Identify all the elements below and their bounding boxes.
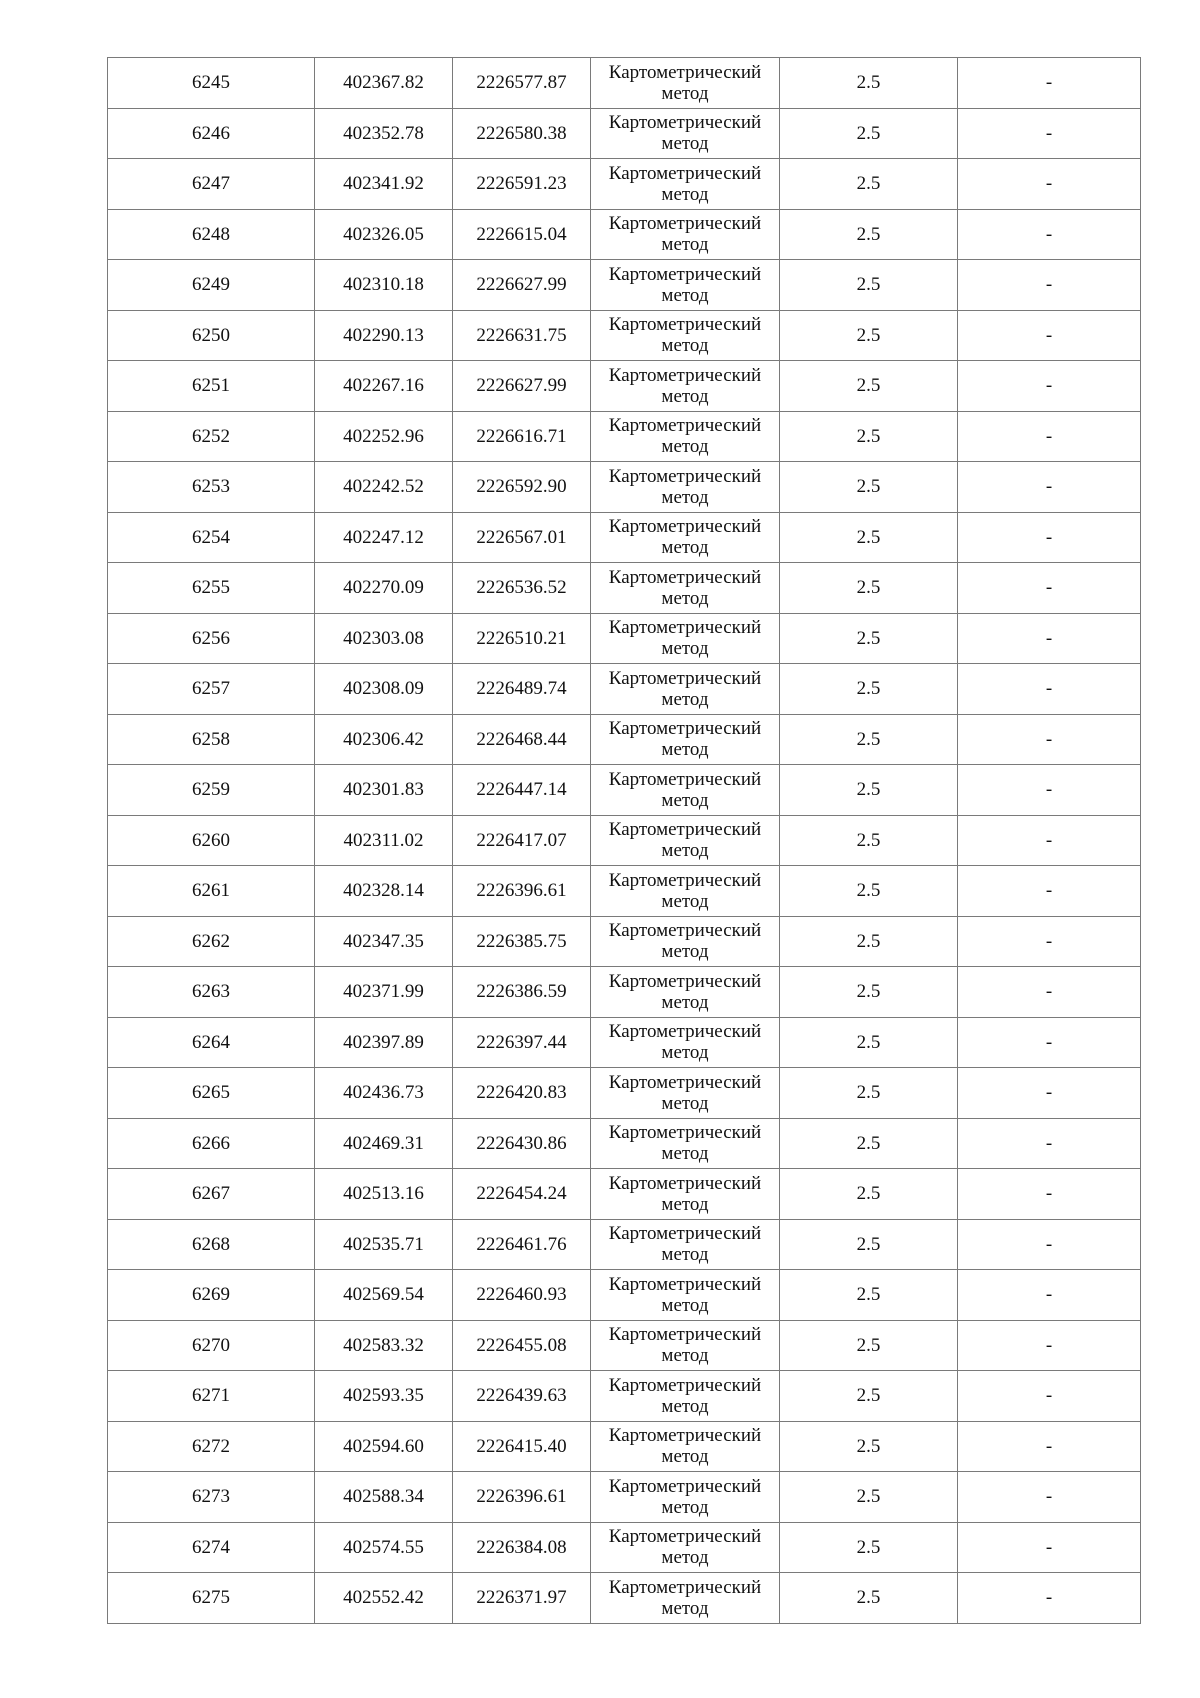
method-cell: [591, 563, 780, 614]
accuracy-cell: 2.5: [780, 1573, 958, 1624]
method-line2: метод: [661, 1597, 709, 1619]
accuracy-cell: 2.5: [780, 462, 958, 513]
method-line1: Картометрический: [608, 1021, 762, 1043]
method-line1: Картометрический: [608, 112, 762, 134]
method-cell: [591, 664, 780, 715]
table-row: [108, 1068, 1141, 1119]
table-row: [108, 563, 1141, 614]
note-cell: -: [958, 361, 1141, 412]
note-cell: -: [958, 967, 1141, 1018]
note-cell: -: [958, 411, 1141, 462]
point-number-cell: 6255: [108, 563, 315, 614]
method-line1: Картометрический: [608, 1324, 762, 1346]
table-row: [108, 815, 1141, 866]
method-cell: [591, 613, 780, 664]
note-cell: -: [958, 1320, 1141, 1371]
x-coordinate-cell: 402535.71: [315, 1219, 453, 1270]
x-coordinate-cell: 402267.16: [315, 361, 453, 412]
method-cell: [591, 916, 780, 967]
method-line2: метод: [661, 789, 709, 811]
accuracy-cell: 2.5: [780, 159, 958, 210]
method-line2: метод: [661, 1547, 709, 1569]
accuracy-cell: 2.5: [780, 411, 958, 462]
table-row: [108, 361, 1141, 412]
method-line2: метод: [661, 840, 709, 862]
note-cell: -: [958, 462, 1141, 513]
y-coordinate-cell: 2226591.23: [453, 159, 591, 210]
table-row: [108, 310, 1141, 361]
accuracy-cell: 2.5: [780, 1522, 958, 1573]
accuracy-cell: 2.5: [780, 563, 958, 614]
method-line1: Картометрический: [608, 1122, 762, 1144]
point-number-cell: 6246: [108, 108, 315, 159]
table-row: [108, 1118, 1141, 1169]
point-number-cell: 6268: [108, 1219, 315, 1270]
table-row: [108, 209, 1141, 260]
method-line1: Картометрический: [608, 819, 762, 841]
table-row: [108, 462, 1141, 513]
table-row: [108, 967, 1141, 1018]
point-number-cell: 6264: [108, 1017, 315, 1068]
point-number-cell: 6258: [108, 714, 315, 765]
method-cell: [591, 411, 780, 462]
y-coordinate-cell: 2226631.75: [453, 310, 591, 361]
coordinates-table: [107, 57, 1141, 1624]
y-coordinate-cell: 2226396.61: [453, 866, 591, 917]
method-line2: метод: [661, 1143, 709, 1165]
x-coordinate-cell: 402252.96: [315, 411, 453, 462]
note-cell: -: [958, 1522, 1141, 1573]
accuracy-cell: 2.5: [780, 512, 958, 563]
accuracy-cell: 2.5: [780, 1169, 958, 1220]
x-coordinate-cell: 402328.14: [315, 866, 453, 917]
point-number-cell: 6256: [108, 613, 315, 664]
method-cell: [591, 209, 780, 260]
accuracy-cell: 2.5: [780, 664, 958, 715]
accuracy-cell: 2.5: [780, 1118, 958, 1169]
method-line1: Картометрический: [608, 465, 762, 487]
method-cell: [591, 512, 780, 563]
method-cell: [591, 58, 780, 109]
y-coordinate-cell: 2226439.63: [453, 1371, 591, 1422]
accuracy-cell: 2.5: [780, 714, 958, 765]
point-number-cell: 6270: [108, 1320, 315, 1371]
accuracy-cell: 2.5: [780, 1320, 958, 1371]
x-coordinate-cell: 402574.55: [315, 1522, 453, 1573]
note-cell: -: [958, 613, 1141, 664]
accuracy-cell: 2.5: [780, 1270, 958, 1321]
method-line1: Картометрический: [608, 667, 762, 689]
method-cell: [591, 1118, 780, 1169]
method-line2: метод: [661, 1446, 709, 1468]
y-coordinate-cell: 2226384.08: [453, 1522, 591, 1573]
point-number-cell: 6260: [108, 815, 315, 866]
note-cell: -: [958, 866, 1141, 917]
x-coordinate-cell: 402513.16: [315, 1169, 453, 1220]
y-coordinate-cell: 2226627.99: [453, 361, 591, 412]
point-number-cell: 6267: [108, 1169, 315, 1220]
method-line1: Картометрический: [608, 1374, 762, 1396]
method-line1: Картометрический: [608, 263, 762, 285]
note-cell: -: [958, 815, 1141, 866]
method-line2: метод: [661, 234, 709, 256]
method-line1: Картометрический: [608, 1172, 762, 1194]
point-number-cell: 6266: [108, 1118, 315, 1169]
accuracy-cell: 2.5: [780, 815, 958, 866]
method-line2: метод: [661, 486, 709, 508]
x-coordinate-cell: 402552.42: [315, 1573, 453, 1624]
accuracy-cell: 2.5: [780, 967, 958, 1018]
table-row: [108, 916, 1141, 967]
method-line2: метод: [661, 1193, 709, 1215]
method-cell: [591, 1219, 780, 1270]
point-number-cell: 6257: [108, 664, 315, 715]
method-line1: Картометрический: [608, 617, 762, 639]
method-line1: Картометрический: [608, 1273, 762, 1295]
note-cell: -: [958, 159, 1141, 210]
accuracy-cell: 2.5: [780, 765, 958, 816]
y-coordinate-cell: 2226615.04: [453, 209, 591, 260]
note-cell: -: [958, 1068, 1141, 1119]
method-line1: Картометрический: [608, 1576, 762, 1598]
x-coordinate-cell: 402242.52: [315, 462, 453, 513]
table-row: [108, 1371, 1141, 1422]
method-line2: метод: [661, 1042, 709, 1064]
accuracy-cell: 2.5: [780, 1421, 958, 1472]
method-line2: метод: [661, 1244, 709, 1266]
note-cell: -: [958, 563, 1141, 614]
note-cell: -: [958, 1219, 1141, 1270]
accuracy-cell: 2.5: [780, 209, 958, 260]
point-number-cell: 6275: [108, 1573, 315, 1624]
method-line2: метод: [661, 183, 709, 205]
method-cell: [591, 1270, 780, 1321]
method-line1: Картометрический: [608, 718, 762, 740]
y-coordinate-cell: 2226510.21: [453, 613, 591, 664]
table-row: [108, 765, 1141, 816]
x-coordinate-cell: 402352.78: [315, 108, 453, 159]
method-cell: [591, 1472, 780, 1523]
method-cell: [591, 866, 780, 917]
y-coordinate-cell: 2226447.14: [453, 765, 591, 816]
x-coordinate-cell: 402290.13: [315, 310, 453, 361]
y-coordinate-cell: 2226396.61: [453, 1472, 591, 1523]
note-cell: -: [958, 108, 1141, 159]
note-cell: -: [958, 1472, 1141, 1523]
method-cell: [591, 1068, 780, 1119]
method-line2: метод: [661, 82, 709, 104]
table-row: [108, 1522, 1141, 1573]
table-row: [108, 1169, 1141, 1220]
y-coordinate-cell: 2226489.74: [453, 664, 591, 715]
method-line2: метод: [661, 133, 709, 155]
method-cell: [591, 159, 780, 210]
note-cell: -: [958, 664, 1141, 715]
y-coordinate-cell: 2226577.87: [453, 58, 591, 109]
table-row: [108, 866, 1141, 917]
method-line2: метод: [661, 1294, 709, 1316]
x-coordinate-cell: 402247.12: [315, 512, 453, 563]
y-coordinate-cell: 2226397.44: [453, 1017, 591, 1068]
method-line2: метод: [661, 638, 709, 660]
y-coordinate-cell: 2226455.08: [453, 1320, 591, 1371]
y-coordinate-cell: 2226616.71: [453, 411, 591, 462]
y-coordinate-cell: 2226468.44: [453, 714, 591, 765]
x-coordinate-cell: 402303.08: [315, 613, 453, 664]
method-cell: [591, 1421, 780, 1472]
point-number-cell: 6262: [108, 916, 315, 967]
accuracy-cell: 2.5: [780, 1371, 958, 1422]
method-line1: Картометрический: [608, 516, 762, 538]
method-line1: Картометрический: [608, 415, 762, 437]
x-coordinate-cell: 402583.32: [315, 1320, 453, 1371]
note-cell: -: [958, 1017, 1141, 1068]
table-row: [108, 1320, 1141, 1371]
method-line2: метод: [661, 537, 709, 559]
x-coordinate-cell: 402469.31: [315, 1118, 453, 1169]
table-row: [108, 1421, 1141, 1472]
method-line1: Картометрический: [608, 920, 762, 942]
table-row: [108, 159, 1141, 210]
point-number-cell: 6271: [108, 1371, 315, 1422]
x-coordinate-cell: 402371.99: [315, 967, 453, 1018]
method-cell: [591, 462, 780, 513]
y-coordinate-cell: 2226386.59: [453, 967, 591, 1018]
method-cell: [591, 1573, 780, 1624]
method-line2: метод: [661, 284, 709, 306]
accuracy-cell: 2.5: [780, 58, 958, 109]
method-cell: [591, 310, 780, 361]
method-cell: [591, 967, 780, 1018]
y-coordinate-cell: 2226536.52: [453, 563, 591, 614]
method-line2: метод: [661, 1345, 709, 1367]
method-cell: [591, 714, 780, 765]
y-coordinate-cell: 2226592.90: [453, 462, 591, 513]
x-coordinate-cell: 402308.09: [315, 664, 453, 715]
method-line2: метод: [661, 1092, 709, 1114]
table-row: [108, 613, 1141, 664]
method-line1: Картометрический: [608, 364, 762, 386]
table-row: [108, 1017, 1141, 1068]
accuracy-cell: 2.5: [780, 916, 958, 967]
method-line1: Картометрический: [608, 213, 762, 235]
point-number-cell: 6249: [108, 260, 315, 311]
x-coordinate-cell: 402341.92: [315, 159, 453, 210]
method-line2: метод: [661, 587, 709, 609]
y-coordinate-cell: 2226415.40: [453, 1421, 591, 1472]
table-row: [108, 664, 1141, 715]
x-coordinate-cell: 402397.89: [315, 1017, 453, 1068]
note-cell: -: [958, 714, 1141, 765]
x-coordinate-cell: 402326.05: [315, 209, 453, 260]
method-line1: Картометрический: [608, 1071, 762, 1093]
accuracy-cell: 2.5: [780, 260, 958, 311]
method-cell: [591, 108, 780, 159]
method-cell: [591, 1371, 780, 1422]
table-row: [108, 108, 1141, 159]
note-cell: -: [958, 1169, 1141, 1220]
accuracy-cell: 2.5: [780, 108, 958, 159]
accuracy-cell: 2.5: [780, 310, 958, 361]
method-cell: [591, 1017, 780, 1068]
y-coordinate-cell: 2226461.76: [453, 1219, 591, 1270]
point-number-cell: 6245: [108, 58, 315, 109]
method-cell: [591, 1320, 780, 1371]
method-line1: Картометрический: [608, 768, 762, 790]
y-coordinate-cell: 2226417.07: [453, 815, 591, 866]
method-line1: Картометрический: [608, 970, 762, 992]
point-number-cell: 6269: [108, 1270, 315, 1321]
point-number-cell: 6250: [108, 310, 315, 361]
table-row: [108, 512, 1141, 563]
accuracy-cell: 2.5: [780, 1017, 958, 1068]
method-line2: метод: [661, 890, 709, 912]
x-coordinate-cell: 402436.73: [315, 1068, 453, 1119]
point-number-cell: 6254: [108, 512, 315, 563]
point-number-cell: 6265: [108, 1068, 315, 1119]
method-line1: Картометрический: [608, 162, 762, 184]
method-line1: Картометрический: [608, 1475, 762, 1497]
table-row: [108, 714, 1141, 765]
point-number-cell: 6259: [108, 765, 315, 816]
note-cell: -: [958, 512, 1141, 563]
table-row: [108, 1219, 1141, 1270]
table-body: [108, 58, 1141, 1624]
accuracy-cell: 2.5: [780, 613, 958, 664]
method-line1: Картометрический: [608, 61, 762, 83]
table-row: [108, 1270, 1141, 1321]
method-line2: метод: [661, 385, 709, 407]
y-coordinate-cell: 2226567.01: [453, 512, 591, 563]
x-coordinate-cell: 402310.18: [315, 260, 453, 311]
x-coordinate-cell: 402593.35: [315, 1371, 453, 1422]
y-coordinate-cell: 2226460.93: [453, 1270, 591, 1321]
point-number-cell: 6247: [108, 159, 315, 210]
y-coordinate-cell: 2226371.97: [453, 1573, 591, 1624]
method-cell: [591, 815, 780, 866]
y-coordinate-cell: 2226430.86: [453, 1118, 591, 1169]
method-line1: Картометрический: [608, 314, 762, 336]
point-number-cell: 6272: [108, 1421, 315, 1472]
point-number-cell: 6253: [108, 462, 315, 513]
method-line1: Картометрический: [608, 869, 762, 891]
y-coordinate-cell: 2226627.99: [453, 260, 591, 311]
method-line1: Картометрический: [608, 1425, 762, 1447]
note-cell: -: [958, 58, 1141, 109]
table-row: [108, 1472, 1141, 1523]
note-cell: -: [958, 765, 1141, 816]
note-cell: -: [958, 310, 1141, 361]
note-cell: -: [958, 916, 1141, 967]
method-line2: метод: [661, 739, 709, 761]
point-number-cell: 6248: [108, 209, 315, 260]
accuracy-cell: 2.5: [780, 1068, 958, 1119]
y-coordinate-cell: 2226385.75: [453, 916, 591, 967]
method-cell: [591, 1522, 780, 1573]
point-number-cell: 6252: [108, 411, 315, 462]
method-cell: [591, 361, 780, 412]
x-coordinate-cell: 402311.02: [315, 815, 453, 866]
method-line2: метод: [661, 688, 709, 710]
method-line2: метод: [661, 991, 709, 1013]
note-cell: -: [958, 1371, 1141, 1422]
note-cell: -: [958, 209, 1141, 260]
x-coordinate-cell: 402588.34: [315, 1472, 453, 1523]
accuracy-cell: 2.5: [780, 866, 958, 917]
x-coordinate-cell: 402367.82: [315, 58, 453, 109]
method-cell: [591, 1169, 780, 1220]
note-cell: -: [958, 1573, 1141, 1624]
method-line2: метод: [661, 436, 709, 458]
method-line1: Картометрический: [608, 566, 762, 588]
table-row: [108, 58, 1141, 109]
note-cell: -: [958, 1270, 1141, 1321]
note-cell: -: [958, 1118, 1141, 1169]
note-cell: -: [958, 260, 1141, 311]
method-line1: Картометрический: [608, 1526, 762, 1548]
y-coordinate-cell: 2226454.24: [453, 1169, 591, 1220]
y-coordinate-cell: 2226420.83: [453, 1068, 591, 1119]
point-number-cell: 6251: [108, 361, 315, 412]
point-number-cell: 6273: [108, 1472, 315, 1523]
point-number-cell: 6263: [108, 967, 315, 1018]
table-row: [108, 1573, 1141, 1624]
method-cell: [591, 260, 780, 311]
method-cell: [591, 765, 780, 816]
method-line2: метод: [661, 1496, 709, 1518]
x-coordinate-cell: 402594.60: [315, 1421, 453, 1472]
table-row: [108, 260, 1141, 311]
x-coordinate-cell: 402301.83: [315, 765, 453, 816]
table-row: [108, 411, 1141, 462]
method-line2: метод: [661, 1395, 709, 1417]
note-cell: -: [958, 1421, 1141, 1472]
x-coordinate-cell: 402569.54: [315, 1270, 453, 1321]
method-line2: метод: [661, 941, 709, 963]
y-coordinate-cell: 2226580.38: [453, 108, 591, 159]
point-number-cell: 6261: [108, 866, 315, 917]
x-coordinate-cell: 402306.42: [315, 714, 453, 765]
method-line1: Картометрический: [608, 1223, 762, 1245]
x-coordinate-cell: 402270.09: [315, 563, 453, 614]
accuracy-cell: 2.5: [780, 1472, 958, 1523]
x-coordinate-cell: 402347.35: [315, 916, 453, 967]
method-line2: метод: [661, 335, 709, 357]
point-number-cell: 6274: [108, 1522, 315, 1573]
accuracy-cell: 2.5: [780, 1219, 958, 1270]
accuracy-cell: 2.5: [780, 361, 958, 412]
